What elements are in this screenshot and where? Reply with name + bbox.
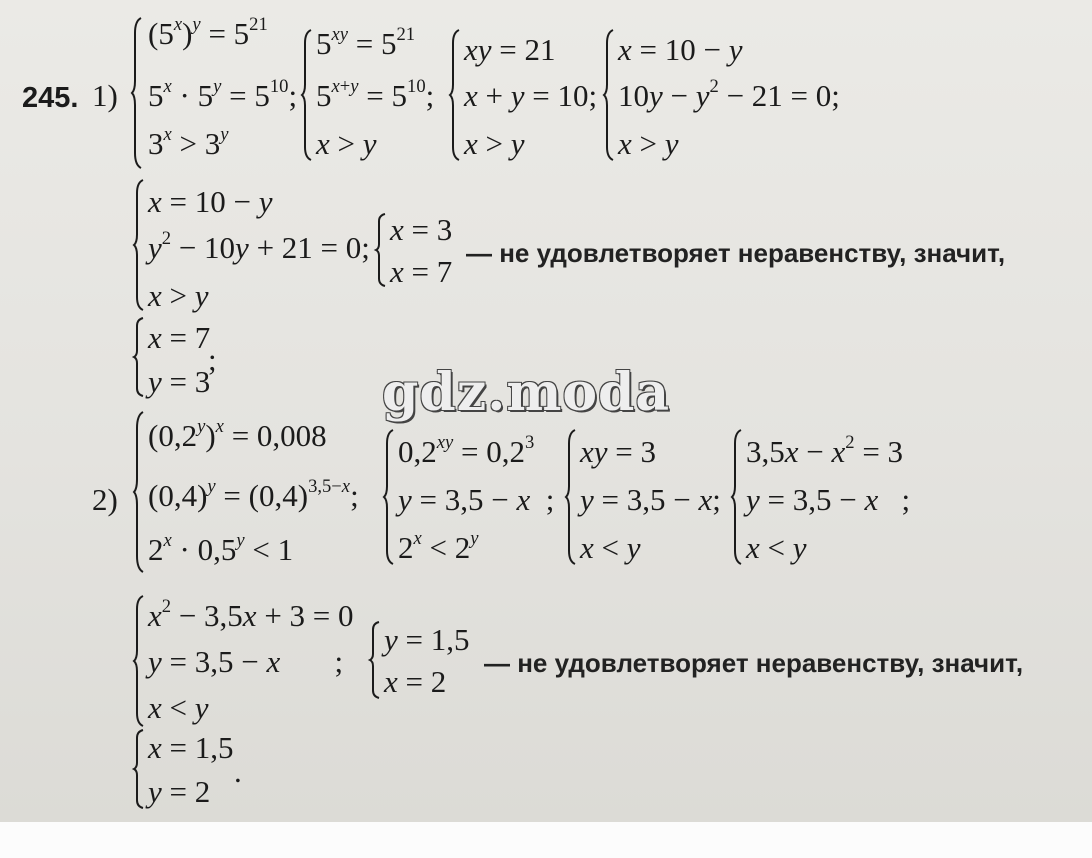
p2-system2-eq2: y = 3,5 − x ;	[398, 482, 555, 517]
answer-brace	[134, 318, 144, 396]
p1-note: — не удовлетворяет неравенству, значит,	[466, 238, 1006, 268]
p2-answer-dot: .	[234, 754, 242, 789]
system-brace	[604, 30, 614, 160]
p2-system2-eq3: $2^x < 2^y$	[398, 528, 479, 565]
p2-system3-eq2: y = 3,5 − x;	[580, 482, 721, 517]
roots-brace	[370, 622, 380, 698]
bottom-margin	[0, 822, 1092, 858]
p2-answer-x: x = 1,5	[148, 730, 234, 765]
roots-brace	[376, 214, 386, 286]
p2-system4-eq1: $3,5x - x^2 = 3$	[746, 432, 904, 469]
p1-system1-eq1: $(5^x)^y = 5^{21}$	[148, 14, 268, 51]
p1-system3-eq2: x + y = 10;	[464, 78, 598, 113]
p1-system4-eq3: x > y	[618, 126, 679, 161]
p1-system3-eq1: xy = 21	[464, 32, 556, 67]
system-brace	[732, 430, 742, 564]
p1-system5-eq2: $y^2 - 10y + 21 = 0$;	[148, 228, 370, 265]
p2-system5-eq2: y = 3,5 − x ;	[148, 644, 344, 679]
system-brace	[132, 18, 142, 168]
system-brace	[384, 430, 394, 564]
p1-system5-eq3: x > y	[148, 278, 209, 313]
p1-answer-x: x = 7	[148, 320, 211, 355]
p2-system3-eq1: xy = 3	[580, 434, 657, 469]
p1-root2: x = 7	[390, 254, 453, 289]
system-brace	[450, 30, 460, 160]
p1-system5-eq1: x = 10 − y	[148, 184, 273, 219]
p2-system1-eq2: $(0,4)^y = (0,4)^{3,5-x}$;	[148, 476, 359, 513]
p1-system2-eq2: $5^{x+y} = 5^{10}$;	[316, 76, 435, 113]
p1-system3-eq3: x > y	[464, 126, 525, 161]
p1-answer-y: y = 3	[148, 364, 211, 399]
p2-system5-eq3: x < y	[148, 690, 209, 725]
p2-system1-eq1: $(0,2^y)^x = 0,008$	[148, 416, 327, 453]
p2-root2: x = 2	[384, 664, 447, 699]
system-brace	[566, 430, 576, 564]
p2-system3-eq3: x < y	[580, 530, 641, 565]
p1-system4-eq2: $10y - y^2 - 21 = 0$;	[618, 76, 840, 113]
p2-system5-eq1: $x^2 - 3,5x + 3 = 0$	[148, 596, 354, 633]
p1-root1: x = 3	[390, 212, 453, 247]
p2-note: — не удовлетворяет неравенству, значит,	[484, 648, 1024, 678]
p1-answer-semicolon: ;	[208, 342, 217, 377]
system-brace	[302, 30, 312, 160]
system-brace	[134, 412, 144, 572]
p1-system4-eq1: x = 10 − y	[618, 32, 743, 67]
p1-system1-eq2: $5^x \cdot 5^y = 5^{10}$;	[148, 76, 298, 113]
answer-brace	[134, 730, 144, 808]
p2-system4-eq2: y = 3,5 − x ;	[746, 482, 911, 517]
p2-root1: y = 1,5	[384, 622, 470, 657]
p2-system4-eq3: x < y	[746, 530, 807, 565]
p2-system1-eq3: $2^x \cdot 0,5^y < 1$	[148, 530, 294, 567]
system-brace	[134, 596, 144, 726]
problem-number: 245.	[22, 82, 79, 114]
p1-system1-eq3: $3^x > 3^y$	[148, 124, 229, 161]
watermark: gdz.moda	[382, 362, 671, 423]
part-2-label: 2)	[92, 482, 118, 517]
p1-system2-eq1: $5^{xy} = 5^{21}$	[316, 24, 416, 61]
part-1-label: 1)	[92, 78, 118, 113]
p1-system2-eq3: x > y	[316, 126, 377, 161]
system-brace	[134, 180, 144, 310]
p2-answer-y: y = 2	[148, 774, 211, 809]
p2-system2-eq1: $0,2^{xy} = 0,2^3$	[398, 432, 535, 469]
